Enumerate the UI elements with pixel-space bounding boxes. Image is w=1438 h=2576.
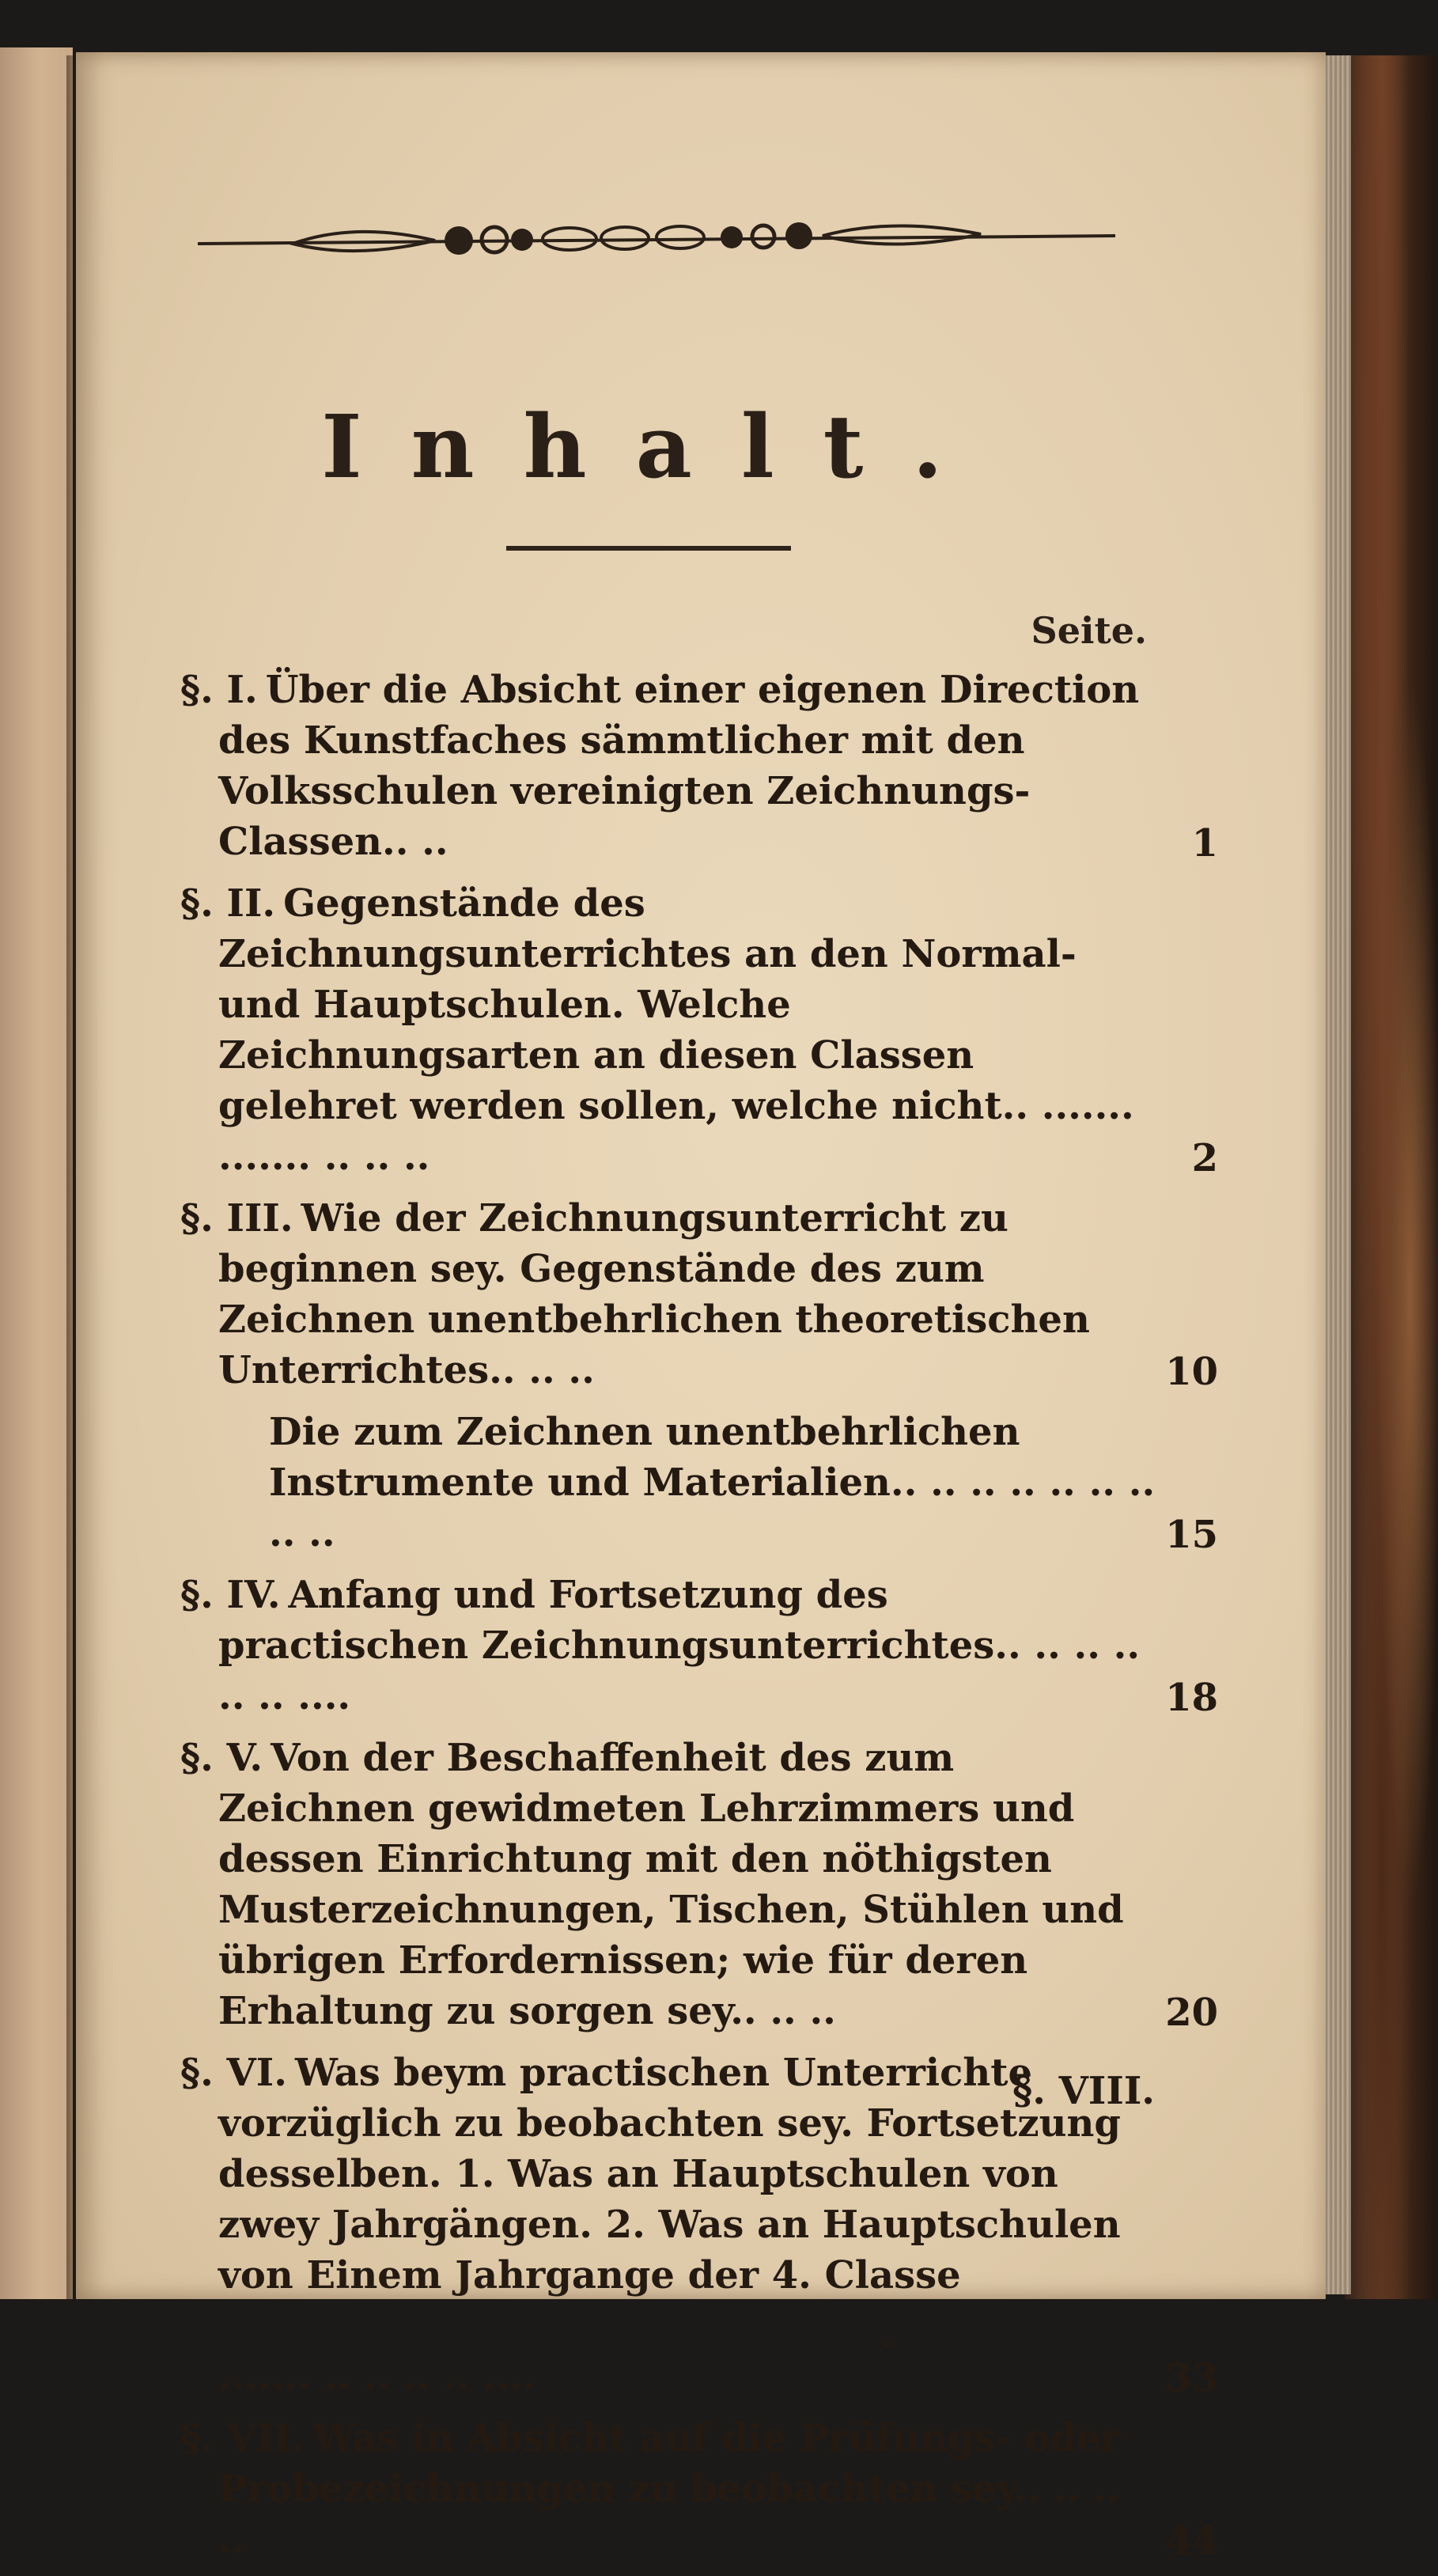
toc-section: §. VI. <box>180 2051 287 2095</box>
table-of-contents <box>158 665 1218 2576</box>
toc-entry <box>158 2413 1218 2565</box>
toc-section: §. II. <box>180 881 276 926</box>
toc-entry <box>158 1733 1218 2036</box>
toc-title: Wie der Zeichnungsunterricht zu beginnen sey. Gegenstände des zum Zeichnen unentbehrlichen theoretischen Unterrichtes.. .. .. <box>218 1196 1090 1392</box>
toc-section: §. VII. <box>180 2416 305 2460</box>
toc-page-number: 1 <box>1191 821 1218 866</box>
toc-page-number: 10 <box>1165 1350 1218 1394</box>
toc-section: §. V. <box>180 1736 263 1780</box>
toc-section: §. IV. <box>180 1573 281 1617</box>
column-label-seite: Seite. <box>1031 609 1147 652</box>
toc-page-number: 20 <box>1165 1991 1218 2035</box>
toc-entry <box>158 1193 1218 1396</box>
background-strip <box>0 2299 1438 2342</box>
toc-title: Anfang und Fortsetzung des practischen Zeichnungsunterrichtes.. .. .. .. .. .. .... <box>218 1573 1141 1718</box>
toc-page-number: 18 <box>1165 1676 1218 1720</box>
toc-entry <box>158 1407 1218 1559</box>
toc-title: Was beym practischen Unterrichte vorzüglich zu beobachten sey. Fortsetzung desselben. 1. Was an Hauptschulen von zwey Jahrgängen. 2. Was an Hauptschulen von Einem Jahrgange der 4. Classe ....... .. .. .. .. .... <box>218 2051 1121 2399</box>
toc-page-number: 44 <box>1165 2519 1218 2563</box>
toc-title: Von der Beschaffenheit des zum Zeichnen gewidmeten Lehrzimmers und dessen Einrichtung mit den nöthigsten Musterzeichnungen, Tischen, Stühlen und übrigen Erfordernissen; wie für deren Erhaltung zu sorgen sey.. .. .. <box>218 1736 1124 2033</box>
toc-section: §. III. <box>180 1196 293 1241</box>
toc-entry <box>158 1570 1218 1722</box>
marbled-cover <box>1345 55 1438 2310</box>
page-title: Inhalt. <box>321 396 992 498</box>
toc-title: Über die Absicht einer eigenen Direction des Kunstfaches sämmtlicher mit den Volksschulen vereinigten Zeichnungs-Classen.. .. <box>218 668 1140 864</box>
toc-section: §. I. <box>180 668 258 712</box>
toc-title: Gegenstände des Zeichnungsunterrichtes an den Normal- und Hauptschulen. Welche Zeichnungsarten an diesen Classen gelehret werden sollen, welche nicht.. ....... ....... .. .. .. <box>218 881 1134 1179</box>
toc-title: Was in Absicht auf die Prüfungs- oder Probezeichnungen zu beobachten sey.. .. .. .. <box>218 2416 1121 2562</box>
toc-page-number: 15 <box>1165 1513 1218 1557</box>
toc-page-number: 33 <box>1165 2356 1218 2400</box>
toc-entry <box>158 878 1218 1182</box>
left-page-edge <box>0 47 73 2310</box>
toc-entry <box>158 665 1218 867</box>
toc-title: Die zum Zeichnen unentbehrlichen Instrumente und Materialien.. .. .. .. .. .. .. .. .. <box>269 1410 1156 1555</box>
ornament-divider <box>198 214 1115 269</box>
title-rule <box>506 546 791 551</box>
catchword: §. VIII. <box>1012 2069 1155 2113</box>
toc-page-number: 2 <box>1191 1136 1218 1180</box>
